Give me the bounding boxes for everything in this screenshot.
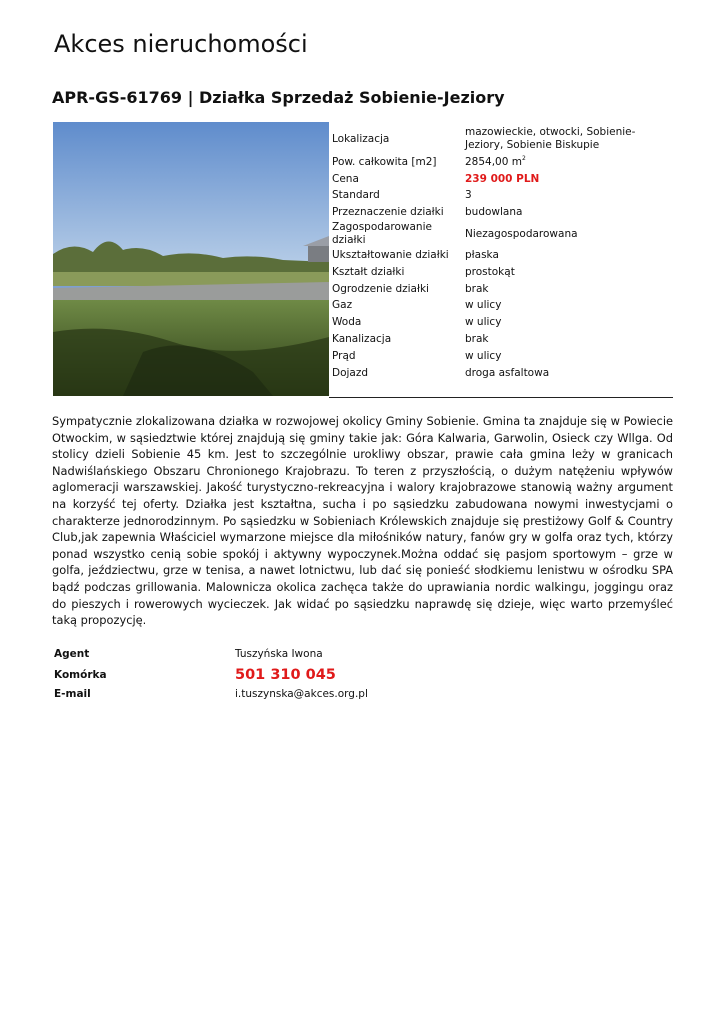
param-value [465,264,672,281]
param-value [465,188,672,205]
agent-label: Agent [54,648,90,660]
param-row [332,171,672,188]
param-row [332,221,672,247]
param-label: Dojazd [332,366,369,379]
unit-superscript: 2 [522,154,526,162]
param-value [465,365,672,382]
param-row [332,298,672,315]
param-label: Standard [332,189,380,202]
param-value-text: w ulicy [465,349,502,362]
param-value-text: mazowieckie, otwocki, Sobienie-Jeziory, Sobienie Biskupie [465,126,636,151]
property-params-table [332,124,672,382]
param-value [465,314,672,331]
param-value [465,247,672,264]
listing-title: APR-GS-61769 | Działka Sprzedaż Sobienie-Jeziory [52,88,505,107]
param-value [465,204,672,221]
param-row [332,188,672,205]
param-row [332,331,672,348]
param-row [332,365,672,382]
param-label: Prąd [332,349,356,362]
param-value-text: budowlana [465,206,523,219]
param-value-text: brak [465,333,489,346]
param-row [332,247,672,264]
param-value-text: płaska [465,249,499,262]
contact-row-phone [54,664,494,685]
contact-row-email [54,685,494,703]
param-label: Kanalizacja [332,333,392,346]
phone-value[interactable]: 501 310 045 [235,666,336,683]
email-label: E-mail [54,688,91,700]
param-row [332,154,672,171]
param-value-text: 2854,00 m [465,155,522,168]
param-label: Ukształtowanie działki [332,249,449,262]
param-label: Gaz [332,299,353,312]
param-value-text: w ulicy [465,299,502,312]
param-label: Przeznaczenie działki [332,206,444,219]
param-row [332,314,672,331]
param-value-text: w ulicy [465,316,502,329]
param-value [465,348,672,365]
contact-row-agent [54,644,494,664]
section-divider [329,397,673,398]
param-value [465,171,672,188]
param-value-text: brak [465,282,489,295]
param-value [465,298,672,315]
param-label: Lokalizacja [332,132,390,145]
contact-table [54,644,494,703]
plot-photo-image [53,122,329,396]
plot-photo[interactable] [53,122,329,396]
param-value [465,154,672,171]
param-value-text: Niezagospodarowana [465,227,578,240]
param-label: Zagospodarowanie działki [332,221,432,247]
param-value [465,331,672,348]
listing-description: Sympatycznie zlokalizowana działka w rozwojowej okolicy Gminy Sobienie. Gmina ta znajduje się w Powiecie Otwockim, w sąsiedztwie której znajdują się gminy takie jak: Góra Kalwaria, Garwolin, Osieck czy Wllga. Od stolicy dzieli Sobienie 45 km. Jest to szczególnie urokliwy obszar, prawie cała gmina leży w granicach Nadwiślańskiego Obszaru Chronionego Krajobrazu. To teren z przyszłością, o dużym natężeniu wpływów aglomeracji warszawskiej. Jakość turystyczno-rekreacyjna i walory krajobrazowe stanowią ważny argument na korzyść tej oferty. Działka jest kształtna, sucha i po sąsiedzku zabudowana nowymi inwestycjami o charakterze jednorodzinnym. Po sąsiedzku w Sobieniach Królewskich znajduje się prestiżowy Golf & Country Club,jak zapewnia Właściciel wymarzone miejsce dla miłośników natury, fanów gry w golfa oraz tych, którzy ponad wszystko cenią sobie spokój i aktywny wypoczynek.Można oddać się pasjom sportowym – grze w golfa, jeździectwu, grze w tenisa, a nawet lotnictwu, lub dać się ponieść słodkiemu lenistwu w ośrodku SPA bądź podczas grillowania. Malownicza okolica zachęca także do uprawiania nordic walkingu, joggingu oraz do pieszych i rowerowych wycieczek. Jak widać po sąsiedzku naprawdę się dzieje, więc warto przemyśleć taką propozycję. [52,414,673,628]
email-value[interactable]: i.tuszynska@akces.org.pl [235,688,368,700]
brand-title: Akces nieruchomości [54,30,308,58]
param-value-text: 239 000 PLN [465,172,540,185]
param-value [465,221,672,247]
param-label: Cena [332,172,359,185]
param-label: Woda [332,316,362,329]
param-value-text: 3 [465,189,472,202]
param-row [332,264,672,281]
param-value [465,281,672,298]
param-label: Ogrodzenie działki [332,282,429,295]
param-value [465,124,672,154]
param-label: Kształt działki [332,265,405,278]
param-row [332,124,672,154]
agent-value: Tuszyńska Iwona [235,648,323,660]
param-value-text: droga asfaltowa [465,366,550,379]
param-label: Pow. całkowita [m2] [332,155,437,168]
param-row [332,281,672,298]
phone-label: Komórka [54,668,107,681]
param-row [332,348,672,365]
param-row [332,204,672,221]
param-value-text: prostokąt [465,265,515,278]
